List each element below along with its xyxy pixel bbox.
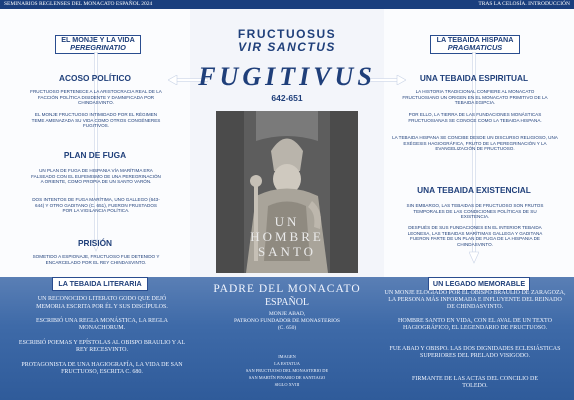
photo-caption-un: UN	[274, 214, 300, 229]
bottom-right-box	[428, 277, 530, 291]
credit-line-2: LA ESTATUA	[274, 361, 300, 366]
center-title	[190, 28, 384, 54]
top-bar	[0, 0, 574, 9]
credit-line-4: SAN MARTÍN PINARIO DE SANTIAGO	[248, 375, 326, 380]
bottom-right-line-1: UN MONJE ELOGIADO POR EL OBISPO BRAULIO DE ZARAGOZA, LA PERSONA MÁS INFORMADA E INFLUYENTE DEL REINADO DE CHINDASVINTO.	[384, 290, 566, 310]
saint-statue-image	[216, 111, 358, 273]
right-heading-existencial: UNA TEBAIDA EXISTENCIAL	[417, 185, 531, 195]
photo-caption-santo: SANTO	[257, 244, 317, 259]
bottom-left-box-label: LA TEBAIDA LITERARIA	[58, 279, 142, 288]
right-heading-espiritual: UNA TEBAIDA ESPIRITUAL	[419, 73, 529, 83]
left-heading-acoso: ACOSO POLÍTICO	[59, 73, 131, 83]
bottom-right-line-2: HOMBRE SANTO EN VIDA, CON EL AVAL DE UN TEXTO HAGIOGRÁFICO, EL LEGENDARIO DE FRUCTUOSO.	[398, 318, 552, 331]
bottom-center-sub-2: PATRONO FUNDADOR DE MONASTERIOS	[234, 318, 340, 324]
left-para-fuga-2: DOS INTENTOS DE FUGA MARÍTIMA, UNO GALLEGO (643-644) Y OTRO GADITANO (C. 651), FUERON FRUSTADOS POR LA VIGILANCIA POLÍTICA.	[32, 197, 160, 214]
bottom-right-line-3: FUE ABAD Y OBISPO. LAS DOS DIGNIDADES ECLESIÁSTICAS SUPERIORES DEL PRELADO VISIGODO.	[389, 346, 561, 359]
bottom-right-box-label: UN LEGADO MEMORABLE	[432, 279, 526, 288]
left-para-acoso-2: EL MONJE FRUCTUOSO INTIMIDADO POR EL RÉGIMEN TEME AMENAZADA SU VIDA COMO OTROS CONGÉNERES FUGITIVOS.	[31, 112, 161, 129]
credit-line-3: SAN FRUCTUOSO DEL MONASTERIO DE	[245, 368, 329, 373]
credit-line-5: SIGLO XVIII	[274, 382, 300, 387]
right-para-existencial-1: SIN EMBARGO, LAS TEBAIDAS DE FRUCTUOSO SON FRUTOS TEMPORALES DE LAS CONDICIONES POLÍTICAS DE SU EXISTENCIA.	[406, 203, 544, 220]
bottom-left-line-1: UN RECONOCIDO LITERATO GODO QUE DEJÓ	[37, 296, 167, 302]
left-heading-prision: PRISIÓN	[77, 238, 113, 248]
main-title-fugitivus: FUGITIVUS	[198, 62, 376, 91]
right-para-espiritual-3: LA TEBAIDA HISPANA SE CONCIBE DESDE UN DISCURSO RELIGIOSO, UNA EXÉGESIS HAGIOGRÁFICA, FRUTO DE LA PEREGRINACIÓN Y LA EVANGELIZACIÓN DE FRUCTUOSO.	[392, 135, 558, 152]
right-box-title-1: LA TEBAIDA HISPANA	[436, 35, 514, 44]
left-box-title-1: EL MONJE Y LA VIDA	[61, 35, 135, 44]
right-para-espiritual-1: LA HISTORIA TRADICIONAL CONFIERE AL MONACATO FRUCTUOSIANO UN ORIGEN EN EL MONACATO PRIMITIVO DE LA TEBAIDA EGIPCIA.	[402, 89, 548, 106]
center-title-line-2: VIR SANCTUS	[238, 40, 336, 54]
photo-caption-hombre: HOMBRE	[250, 229, 324, 244]
bottom-left-line-2: MEMORIA ESCRITA POR ÉL Y SUS DISCÍPULOS.	[36, 304, 168, 310]
header-left-text: SEMINARIOS REGLENSES DEL MONACATO ESPAÑOL 2024	[4, 1, 153, 7]
bottom-center-sub-3: (C. 650)	[277, 325, 297, 331]
bottom-center-title-2: ESPAÑOL	[264, 297, 310, 308]
bottom-left-line-3: ESCRIBIÓ UNA REGLA MONÁSTICA, LA REGLA MONACHORUM.	[35, 318, 168, 331]
left-box-title-2: PEREGRINATIO	[70, 43, 126, 52]
right-para-espiritual-2: POR ELLO, LA TIERRA DE LAS FUNDACIONES MONÁSTICAS FRUCTUOSIANAS SE CONOCE COMO LA TEBAIDA HISPANA.	[408, 112, 542, 123]
header-right-text: TRAS LA CELOSÍA. INTRODUCCIÓN	[478, 1, 570, 7]
left-para-acoso-1: FRUCTUOSO PERTENECE A LA ARISTOCRACIA REAL DE LA FACCIÓN POLÍTICA DISIDENTE Y DAMNIFICADA POR CHINDASVINTO.	[30, 89, 162, 106]
bottom-left-line-4: ESCRIBIÓ POEMAS Y EPÍSTOLAS AL OBISPO BRAULIO Y AL REY RECESVINTO.	[18, 340, 186, 353]
bottom-left-box	[52, 277, 148, 291]
left-para-prision-1: SOMETIDO A ESPIONAJE, FRUCTUOSO FUE DETENIDO Y ENCARCELADO POR EL REY CHINDASVINTO.	[32, 254, 160, 265]
left-heading-fuga: PLAN DE FUGA	[63, 150, 127, 160]
years-label: 642-651	[271, 93, 303, 103]
bottom-center-sub-1: MONJE ABAD,	[268, 311, 306, 317]
bottom-center-title-1: PADRE DEL MONACATO	[213, 283, 361, 295]
credit-line-1: IMAGEN	[278, 354, 296, 359]
center-title-line-1: FRUCTUOSUS	[237, 27, 337, 41]
bottom-left-line-5: PROTAGONISTA DE UNA HAGIOGRAFÍA, LA VIDA DE SAN FRUCTUOSO, ESCRITA C. 680.	[21, 362, 183, 375]
right-box-title-2: PRAGMATICUS	[447, 43, 503, 52]
left-para-fuga-1: UN PLAN DE FUGA DE HISPANIA VÍA MARÍTIMA ERA FALSEADO CON EL EUFEMISMO DE UNA PEREGRINACIÓN A ORIENTE, COMO PROPIA DE UN SANTO VARÓN.	[31, 168, 161, 185]
right-para-existencial-2: DESPUÉS DE SUS FUNDACIONES EN EL INTERIOR TEBAIDA LEONESA, LAS TEBAIDAS MARÍTIMAS GALLEGA Y GADITANA FUERON PARTE DE UN PLAN DE FUGA DE LA HISPANIA DE CHINDASVINTO.	[407, 225, 543, 247]
bottom-right-line-4: FIRMANTE DE LAS ACTAS DEL CONCILIO DE TOLEDO.	[412, 376, 538, 389]
